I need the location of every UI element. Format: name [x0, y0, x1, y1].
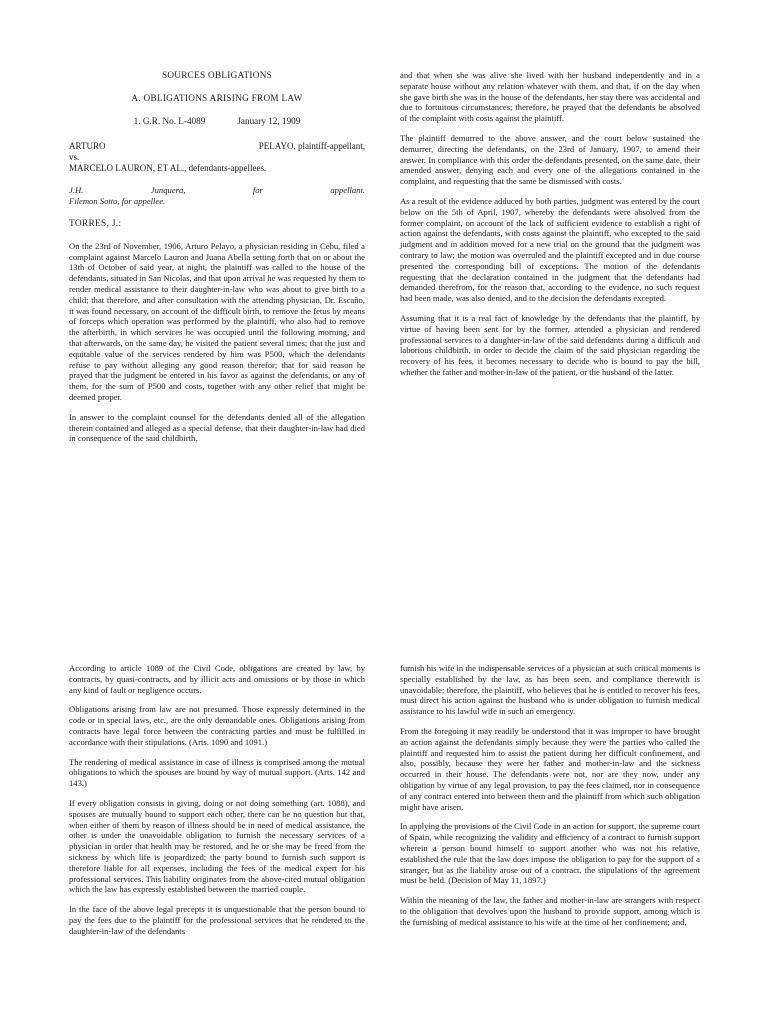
- paragraph: Obligations arising from law are not presumed. Those expressly determined in the code or in special laws, etc., are the only demandable ones. Obligations arising from contracts have legal force between the contracting parties and must be fulfilled in accordance with their stipulations. (Arts. 1090 and 1091.): [69, 704, 365, 747]
- case-parties: [69, 141, 365, 174]
- paragraph: and that when she was alive she lived with her husband independently and in a separate house without any relation whatever with them, and that, if on the day when she gave birth she was in the house of the defendants, her stay there was accidental and due to fortuitous circumstances; therefore, he prayed that the defendants be absolved of the complaint with costs against the plaintiff.: [400, 70, 700, 124]
- paragraph: Within the meaning of the law, the father and mother-in-law are strangers with respect to the obligation that devolves upon the husband to provide support, among which is the furnishing of medical assistance to his wife at the time of her confinement; and,: [400, 895, 700, 927]
- plaintiff-first-name: ARTURO: [69, 141, 106, 152]
- column-top-left: [69, 70, 365, 453]
- plaintiff-designation: PELAYO, plaintiff-appellant,: [258, 141, 365, 152]
- paragraph: Assuming that it is a real fact of knowledge by the defendants that the plaintiff, by virtue of having been sent for by the former, attended a physician and rendered professional services to a daughter-in-law of the said defendants during a difficult and laborious childbirth, in order to decide the claim of the said physician regarding the recovery of his fees, it becomes necessary to decide who is bound to pay the bill, whether the father and mother-in-law of the patient, or the husband of the latter.: [400, 312, 700, 377]
- paragraph: In the face of the above legal precepts it is unquestionable that the person bound to pay the fees due to the plaintiff for the professional services that he rendered to the daughter-in-law of the defendants: [69, 904, 365, 936]
- paragraph: From the foregoing it may readily be understood that it was improper to have brought an action against the defendants simply because they were the parties who called the plaintiff and requested him to assist the patient during her difficult confinement, and also, possibly, because they were her father and mother-in-law and the sickness occurred in their house. The defendants were not, nor are they now, under any obligation by virtue of any legal provision, to pay the fees claimed, nor in consequence of any contract entered into between them and the plaintiff from which such obligation might have arisen.: [400, 725, 700, 812]
- case-date: January 12, 1909: [237, 115, 301, 126]
- counsel-block: [69, 185, 365, 207]
- case-citation: [69, 116, 365, 127]
- paragraph: The plaintiff demurred to the above answer, and the court below sustained the demurrer, directing the defendants, on the 23rd of January, 1907, to amend their answer. In compliance with this order the defendants presented, on the same date, their amended answer, denying each and every one of the allegations contained in the complaint, and requesting that the same be dismissed with costs.: [400, 132, 700, 187]
- document-title: SOURCES OBLIGATIONS: [161, 70, 273, 80]
- paragraph: furnish his wife in the indispensable services of a physician at such critical moments is specially established by the law, as has been seen, and compliance therewith is unavoidable; therefore, the plaintiff, who believes that he is entitled to recover his fees, must direct his action against the husband who is under obligation to furnish medical assistance to his lawful wife in such an emergency.: [400, 663, 700, 717]
- column-bottom-right: [400, 663, 700, 937]
- paragraph: On the 23rd of November, 1906, Arturo Pelayo, a physician residing in Cebu, filed a complaint against Marcelo Lauron and Juana Abella setting forth that on or about the 13th of October of said year, at night, the plaintiff was called to the house of the defendants, situated in San Nicolas, and that upon arrival he was requested by them to render medical assistance to their daughter-in-law who was about to give birth to a child; that therefore, and after consultation with the attending physician, Dr. Escaño, it was found necessary, on account of the difficult birth, to remove the fetus by means of forceps which operation was performed by the plaintiff, who also had to remove the afterbirth, in which services he was occupied until the following morning, and that afterwards, on the same day, he visited the patient several times; that the just and equitable value of the services rendered by him was P500, which the defendants refuse to pay without alleging any good reason therefor; that for said reason he prayed that the judgment be entered in his favor as against the defendants, or any of them, for the sum of P500 and costs, together with any other relief that might be deemed proper.: [69, 240, 365, 402]
- gr-number: 1. G.R. No. L-4089: [133, 115, 206, 126]
- counsel-name-initials: J.H.: [69, 185, 84, 196]
- column-bottom-left: [69, 663, 365, 946]
- judge-name: TORRES, J.:: [69, 218, 122, 229]
- paragraph: As a result of the evidence adduced by both parties, judgment was entered by the court below on the 5th of April, 1907, whereby the defendants were absolved from the former complaint, on account of the lack of sufficient evidence to establish a right of action against the defendants, with costs against the plaintiff, who excepted to the said judgment and in addition moved for a new trial on the ground that the judgment was contrary to law; the motion was overruled and the plaintiff excepted and in due course presented the corresponding bill of exceptions. The motion of the defendants requesting that the declaration contained in the judgment that the defendants had demanded therefrom, for the reason that, according to the evidence, no such request had been made, was also denied, and to the decision the defendants excepted.: [400, 195, 700, 304]
- counsel-role: appellant.: [330, 185, 365, 196]
- versus-label: vs.: [69, 152, 80, 163]
- paragraph: The rendering of medical assistance in case of illness is comprised among the mutual obligations to which the spouses are bound by way of mutual support. (Arts. 142 and 143.): [69, 756, 365, 789]
- section-heading: A. OBLIGATIONS ARISING FROM LAW: [131, 92, 303, 103]
- defendants-designation: MARCELO LAURON, ET AL., defendants-appellees.: [69, 163, 267, 174]
- paragraph: If every obligation consists in giving, doing or not doing something (art. 1088), and spouses are mutually bound to support each other, there can be no question but that, when either of them by reason of illness should be in need of medical assistance, the other is under the unavoidable obligation to furnish the necessary services of a physician in order that health may be restored, and he or she may be freed from the sickness by which life is jeopardized; the party bound to furnish such support is therefore liable for all expenses, including the fees of the medical expert for his professional services. This liability originates from the above-cited mutual obligation which the law has expressly established between the married couple.: [69, 797, 365, 895]
- column-top-right: [400, 70, 700, 387]
- counsel-surname: Junquera,: [150, 185, 186, 196]
- paragraph: In applying the provisions of the Civil Code in an action for support, the supreme court of Spain, while recognizing the validity and efficiency of a contract to furnish support wherein a person bound himself to support another who was not his relative, established the rule that the law does impose the obligation to pay for the support of a stranger, but as the liability arose out of a contract, the stipulations of the agreement must be held. (Decision of May 11, 1897.): [400, 821, 700, 886]
- paragraph: According to article 1089 of the Civil Code, obligations are created by law, by contracts, by quasi-contracts, and by illicit acts and omissions or by those in which any kind of fault or negligence occurs.: [69, 663, 365, 695]
- paragraph: In answer to the complaint counsel for the defendants denied all of the allegation therein contained and alleged as a special defense, that their daughter-in-law had died in consequence of the said childbirth,: [69, 411, 365, 444]
- counsel-appellee: Filemon Sotto, for appellee.: [69, 196, 166, 207]
- counsel-for: for: [252, 185, 263, 196]
